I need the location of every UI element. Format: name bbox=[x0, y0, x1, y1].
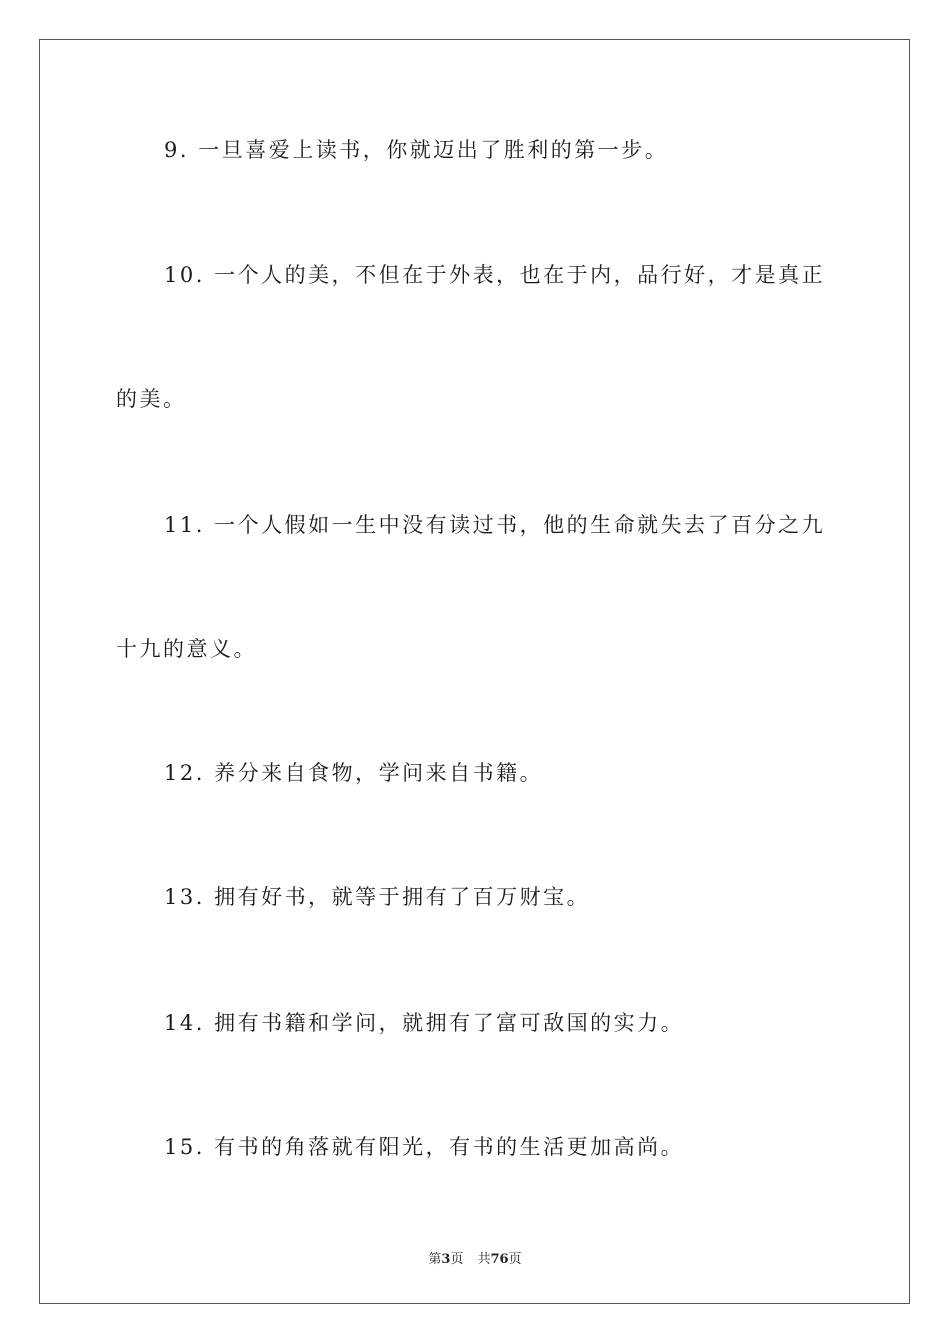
quote-line-10-cont: 的美。 bbox=[116, 387, 187, 411]
page-footer bbox=[0, 1248, 950, 1267]
quote-line-12: 12. 养分来自食物，学问来自书籍。 bbox=[164, 761, 544, 785]
quote-line-11: 11. 一个人假如一生中没有读过书，他的生命就失去了百分之九 bbox=[164, 513, 826, 537]
footer-page-current: 3 bbox=[441, 1252, 451, 1267]
page-border bbox=[39, 39, 910, 1304]
quote-line-9: 9. 一旦喜爱上读书，你就迈出了胜利的第一步。 bbox=[164, 138, 669, 162]
quote-line-13: 13. 拥有好书，就等于拥有了百万财宝。 bbox=[164, 885, 591, 909]
footer-page-suffix: 页 bbox=[450, 1252, 464, 1267]
quote-line-14: 14. 拥有书籍和学问，就拥有了富可敌国的实力。 bbox=[164, 1011, 685, 1035]
footer-total-suffix: 页 bbox=[508, 1252, 522, 1267]
quote-line-11-cont: 十九的意义。 bbox=[116, 637, 257, 661]
footer-page-total: 76 bbox=[490, 1252, 509, 1267]
quote-line-10: 10. 一个人的美，不但在于外表，也在于内，品行好，才是真正 bbox=[164, 263, 826, 287]
quote-line-15: 15. 有书的角落就有阳光，有书的生活更加高尚。 bbox=[164, 1135, 685, 1159]
footer-page-prefix: 第 bbox=[428, 1252, 442, 1267]
footer-total-prefix: 共 bbox=[477, 1252, 491, 1267]
